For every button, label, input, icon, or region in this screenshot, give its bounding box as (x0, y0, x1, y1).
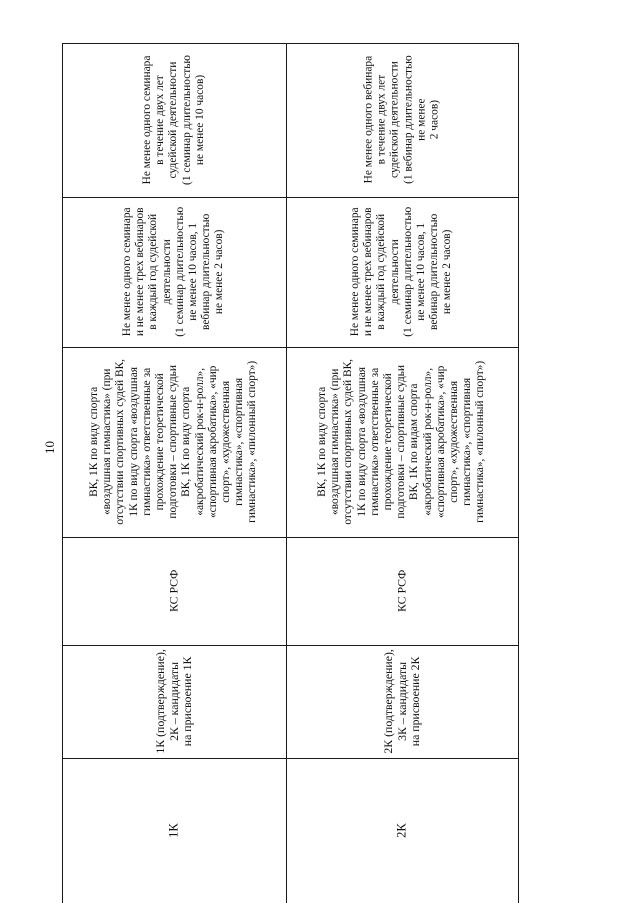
cell-text: Не менее одного вебинара в течение двух лет судейской деятельности (1 вебинар длительностью не менее 2 часов) (362, 55, 441, 185)
cell-text: Не менее одного семинара в течение двух лет судейской деятельности (1 семинар длительностью не менее 10 часов) (140, 55, 206, 185)
cell-text: 2К (394, 823, 409, 838)
table-cell-organizer (286, 537, 518, 645)
cell-text: 1К (подтверждение), 2К – кандидаты на присвоение 1К (152, 649, 194, 754)
cell-text: Не менее одного семинара и не менее трех вебинаров в каждый год судейской деятельности (1 семинар длительностью не менее 10 часов, 1 вебинар длительностью не менее 2 часов) (349, 207, 454, 337)
page-number: 10 (42, 441, 57, 454)
cell-text: ВК, 1К по виду спорта «воздушная гимнастика» (при отсутствии спортивных судей ВК, 1К по виду спорта «воздушная гимнастика» ответственные за прохождение теоретической подготовки – спортивные судьи ВК, 1К по виду спорта «акробатический рок-н-ролл», «спортивная акробатика», «чир спорт», «художественная гимнастика», «спортивная гимнастика», «пилонный спорт») (88, 359, 259, 525)
cell-text: КС РСФ (394, 569, 409, 613)
cell-text: 2К (подтверждение), 3К – кандидаты на присвоение 2К (380, 649, 422, 754)
table-cell-who-assigned (286, 645, 518, 758)
table-cell-lecturers (62, 347, 286, 537)
table-cell-yearly (286, 197, 518, 347)
cell-text: 1К (166, 823, 181, 838)
cell-text: ВК, 1К по виду спорта «воздушная гимнастика» (при отсутствии спортивных судей ВК, 1К по виду спорта «воздушная гимнастика» ответственные за прохождение теоретической подготовки – спортивные судьи ВК, 1К по видам спорта «акробатический рок-н-ролл», «спортивная акробатика», «чир спорт», «художественная гимнастика», «спортивная гимнастика», «пилонный спорт») (316, 359, 487, 525)
table-cell-lecturers (286, 347, 518, 537)
table-cell-organizer (62, 537, 286, 645)
table-cell-two-years (62, 43, 286, 197)
table-cell-category (286, 758, 518, 903)
table-cell-category (62, 758, 286, 903)
table-cell-two-years (286, 43, 518, 197)
cell-text: Не менее одного семинара и не менее трех вебинаров в каждый год судейской деятельности (1 семинар длительностью не менее 10 часов, 1 вебинар длительностью не менее 2 часов) (121, 207, 226, 337)
cell-text: КС РСФ (166, 569, 181, 613)
table-cell-yearly (62, 197, 286, 347)
table-cell-who-assigned (62, 645, 286, 758)
